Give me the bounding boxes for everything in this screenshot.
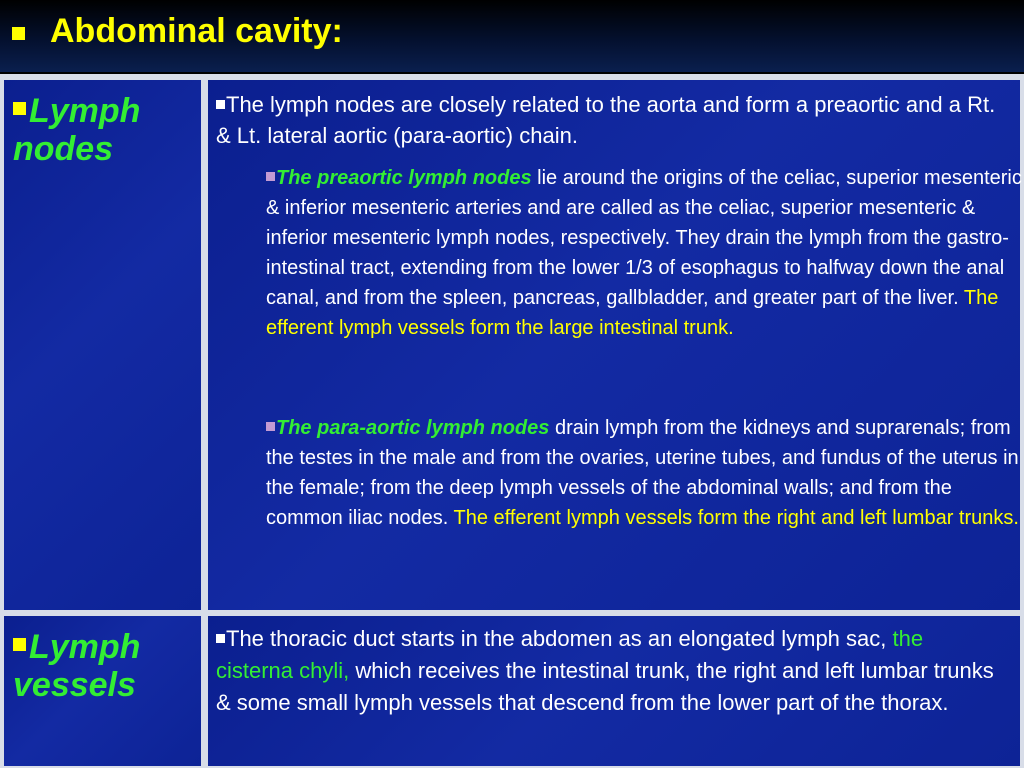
vessels-text-after: which receives the intestinal trunk, the right and left lumbar trunks & some small lymph vessels that descend from the lower part of the thorax. [216,658,994,715]
row-label-cell-lymph-nodes [4,80,201,610]
row-label-text: Lymph vessels [13,628,141,704]
subpoint-highlight: The efferent lymph vessels form the right and left lumbar trunks. [453,507,1019,529]
title-bar [0,0,1024,72]
row-content-cell-lymph-vessels [208,616,1020,766]
preaortic-subpoint [266,163,1022,343]
lymph-nodes-main-paragraph [216,89,1006,151]
subpoint-highlight: The efferent lymph vessels form the large intestinal trunk. [266,287,999,339]
row-label-text: Lymph nodes [13,92,141,168]
subpoint-body: drain lymph from the kidneys and suprarenals; from the testes in the male and from the ovaries, uterine tubes, and fundus of the uterus in the female; from the deep lymph vessels of the abdominal walls; and from the common iliac nodes. [266,417,1019,529]
subpoint-lead: The preaortic lymph nodes [276,167,532,189]
square-bullet-icon [216,100,225,109]
row-label-lymph-vessels [13,628,198,704]
lymph-vessels-paragraph [216,623,1006,719]
row-label-cell-lymph-vessels [4,616,201,766]
row-content-cell-lymph-nodes [208,80,1020,610]
content-table [0,74,1024,768]
main-text: The lymph nodes are closely related to the aorta and form a preaortic and a Rt. & Lt. lateral aortic (para-aortic) chain. [216,92,996,148]
square-bullet-icon [216,634,225,643]
square-bullet-icon [13,638,26,651]
vessels-text-before: The thoracic duct starts in the abdomen as an elongated lymph sac, [226,626,893,651]
square-bullet-icon [12,27,25,40]
slide-title: Abdominal cavity: [50,12,343,50]
subpoint-body: lie around the origins of the celiac, superior mesenteric & inferior mesenteric arteries and are called as the celiac, superior mesenteric & inferior mesenteric lymph nodes, respectively. They drain the lymph from the gastro-intestinal tract, extending from the lower 1/3 of esophagus to halfway down the anal canal, and from the spleen, pancreas, gallbladder, and greater part of the liver. [266,167,1022,309]
square-bullet-icon [266,172,275,181]
para-aortic-subpoint [266,413,1022,533]
row-label-lymph-nodes [13,92,198,168]
vessels-highlight: the cisterna chyli, [216,626,924,683]
square-bullet-icon [13,102,26,115]
subpoint-lead: The para-aortic lymph nodes [276,417,550,439]
square-bullet-icon [266,422,275,431]
